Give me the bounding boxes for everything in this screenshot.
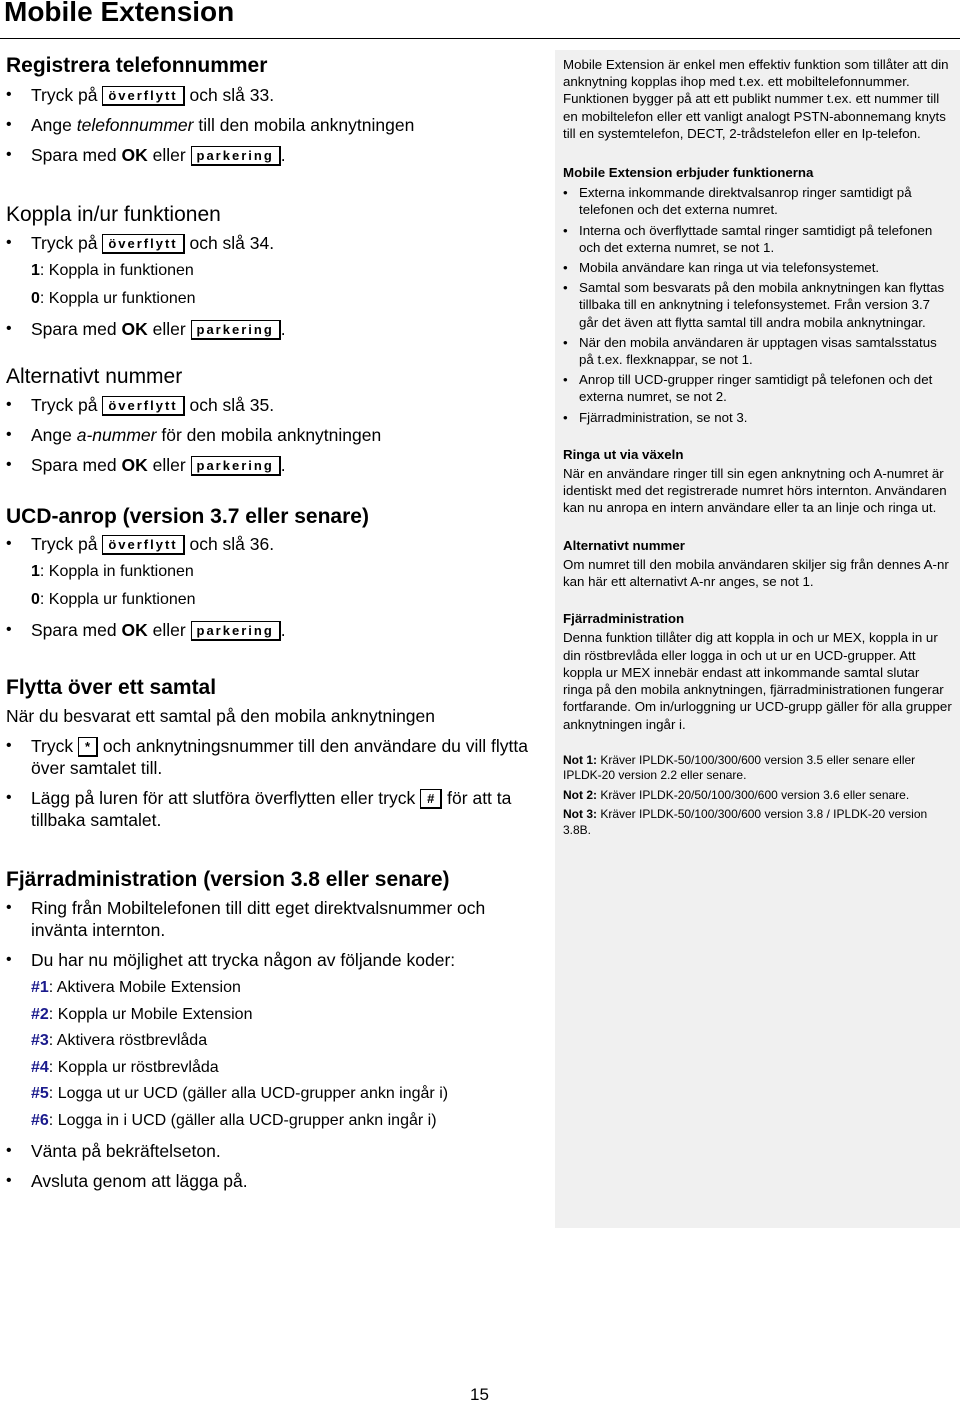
list-item: • Ring från Mobiltelefonen till ditt eget direktvalsnummer och invänta internton. bbox=[6, 897, 546, 941]
list-item: • Tryck på överflytt och slå 36. bbox=[6, 533, 546, 555]
code-line: #3: Aktivera röstbrevlåda bbox=[31, 1032, 208, 1049]
code-line: #5: Logga ut ur UCD (gäller alla UCD-grupper ankn ingår i) bbox=[31, 1085, 449, 1102]
section-heading: Alternativt nummer bbox=[6, 365, 183, 388]
section-alternative-number bbox=[6, 363, 546, 476]
remote-admin-heading: Fjärradministration bbox=[563, 611, 685, 627]
intro-text: Mobile Extension är enkel men effektiv funktion som tillåter att din anknytning kopplas ihop med t.ex. ett mobiltelefonnummer. Funktionen bygger på att ett publikt nummer t.ex. ett nummer till en mobiltelefon eller ett vanligt analogt PSTN-abonnemang knyts till en systemtelefon, DECT, 2-trådstelefon eller en Ip-telefon. bbox=[563, 57, 949, 141]
section-heading: Flytta över ett samtal bbox=[6, 676, 217, 699]
functions-heading: Mobile Extension erbjuder funktionerna bbox=[563, 165, 814, 181]
list-item: • Externa inkommande direktvalsanrop ringer samtidigt på telefonen och det externa numret. bbox=[563, 184, 952, 218]
hash-key: # bbox=[420, 789, 442, 809]
instructions-column bbox=[6, 50, 546, 1192]
list-item: • Ange telefonnummer till den mobila anknytningen bbox=[6, 114, 546, 136]
title-divider bbox=[0, 38, 960, 39]
park-key: parkering bbox=[191, 320, 281, 340]
section-ucd-call bbox=[6, 503, 546, 641]
option-line: 1: Koppla in funktionen bbox=[31, 563, 194, 580]
transfer-key: överflytt bbox=[102, 234, 184, 254]
section-heading: Koppla in/ur funktionen bbox=[6, 203, 221, 226]
list-item: • Samtal som besvarats på den mobila anknytningen kan flyttas tillbaka till en anknytning i telefonsystemet. Från version 3.7 går det även att flytta samtal till andra mobila anknytningar. bbox=[563, 279, 952, 331]
note-3: Not 3: Kräver IPLDK-50/100/300/600 version 3.8 / IPLDK-20 version 3.8B. bbox=[563, 807, 928, 837]
list-item: • Tryck * och anknytningsnummer till den användare du vill flytta över samtalet till. bbox=[6, 735, 546, 779]
option-line: 1: Koppla in funktionen bbox=[31, 262, 194, 279]
transfer-key: överflytt bbox=[102, 535, 184, 555]
section-intro: När du besvarat ett samtal på den mobila anknytningen bbox=[6, 706, 436, 726]
functions-list bbox=[563, 184, 952, 426]
info-sidebar bbox=[555, 50, 960, 1228]
list-item: • Spara med OK eller parkering . bbox=[6, 318, 546, 340]
note-1: Not 1: Kräver IPLDK-50/100/300/600 version 3.5 eller senare eller IPLDK-20 version 2.2 eller senare. bbox=[563, 752, 916, 783]
list-item: • Lägg på luren för att slutföra överflytten eller tryck # för att ta tillbaka samtalet. bbox=[6, 787, 546, 831]
code-line: #6: Logga in i UCD (gäller alla UCD-grupper ankn ingår i) bbox=[31, 1111, 437, 1129]
transfer-key: överflytt bbox=[102, 86, 184, 106]
list-item: • Vänta på bekräftelseton. bbox=[6, 1140, 546, 1162]
list-item: • Ange a-nummer för den mobila anknytningen bbox=[6, 424, 546, 446]
code-line: #4: Koppla ur röstbrevlåda bbox=[31, 1058, 219, 1076]
note-2: Not 2: Kräver IPLDK-20/50/100/300/600 version 3.6 eller senare. bbox=[563, 787, 910, 802]
code-list bbox=[6, 977, 546, 1132]
list-item: • Fjärradministration, se not 3. bbox=[563, 409, 952, 426]
list-item: • Spara med OK eller parkering . bbox=[6, 144, 546, 166]
list-item: • Anrop till UCD-grupper ringer samtidigt på telefonen och det externa numret, se not 2. bbox=[563, 371, 952, 405]
list-item: • Mobila användare kan ringa ut via telefonsystemet. bbox=[563, 259, 952, 276]
list-item: • Spara med OK eller parkering . bbox=[6, 454, 546, 476]
list-item: • Du har nu möjlighet att trycka någon av följande koder: bbox=[6, 949, 546, 971]
page-title: Mobile Extension bbox=[4, 0, 235, 27]
park-key: parkering bbox=[191, 621, 281, 641]
alt-number-text: Om numret till den mobila användaren skiljer sig från dennes A-nr kan här ett alternativt A-nr anges, se not 1. bbox=[563, 556, 949, 590]
section-toggle-function bbox=[6, 201, 546, 340]
section-register-number bbox=[6, 52, 546, 166]
alt-number-heading: Alternativt nummer bbox=[563, 537, 685, 553]
section-remote-admin bbox=[6, 866, 546, 1192]
dial-out-heading: Ringa ut via växeln bbox=[563, 446, 684, 462]
page-number: 15 bbox=[470, 1385, 489, 1404]
section-transfer-call bbox=[6, 674, 546, 831]
star-key: * bbox=[78, 737, 98, 757]
transfer-key: överflytt bbox=[102, 396, 184, 416]
dial-out-text: När en användare ringer till sin egen anknytning och A-numret är identiskt med det registrerade numret hörs internton. Användaren kan nu anropa en intern användare eller ta an linje och ringa ut. bbox=[563, 466, 947, 516]
code-line: #1: Aktivera Mobile Extension bbox=[31, 979, 241, 996]
list-item: • Tryck på överflytt och slå 35. bbox=[6, 394, 546, 416]
list-item: • Spara med OK eller parkering . bbox=[6, 619, 546, 641]
section-heading: Registrera telefonnummer bbox=[6, 54, 268, 77]
list-item: • Tryck på överflytt och slå 33. bbox=[6, 84, 546, 106]
section-heading: UCD-anrop (version 3.7 eller senare) bbox=[6, 505, 369, 528]
park-key: parkering bbox=[191, 146, 281, 166]
option-line: 0: Koppla ur funktionen bbox=[31, 290, 196, 307]
list-item: • Avsluta genom att lägga på. bbox=[6, 1170, 546, 1192]
option-line: 0: Koppla ur funktionen bbox=[31, 591, 196, 608]
code-line: #2: Koppla ur Mobile Extension bbox=[31, 1005, 253, 1023]
section-heading: Fjärradministration (version 3.8 eller senare) bbox=[6, 868, 450, 891]
remote-admin-text: Denna funktion tillåter dig att koppla in och ur MEX, koppla in ur din röstbrevlåda eller logga in och ut ur en UCD-grupper. Att koppla ur MEX innebär endast att inkommande samtal slutar ringa på den mobila anknytningen, fjärradministrationen fungerar fortfarande. Om in/urloggning ur UCD-grupp gäller för alla grupper anknytningen ingår i. bbox=[563, 630, 952, 732]
list-item: • Interna och överflyttade samtal ringer samtidigt på telefonen och det externa numret, se not 1. bbox=[563, 222, 952, 256]
list-item: • När den mobila användaren är upptagen visas samtalsstatus på t.ex. flexknappar, se not 1. bbox=[563, 334, 952, 368]
list-item: • Tryck på överflytt och slå 34. bbox=[6, 232, 546, 254]
park-key: parkering bbox=[191, 456, 281, 476]
